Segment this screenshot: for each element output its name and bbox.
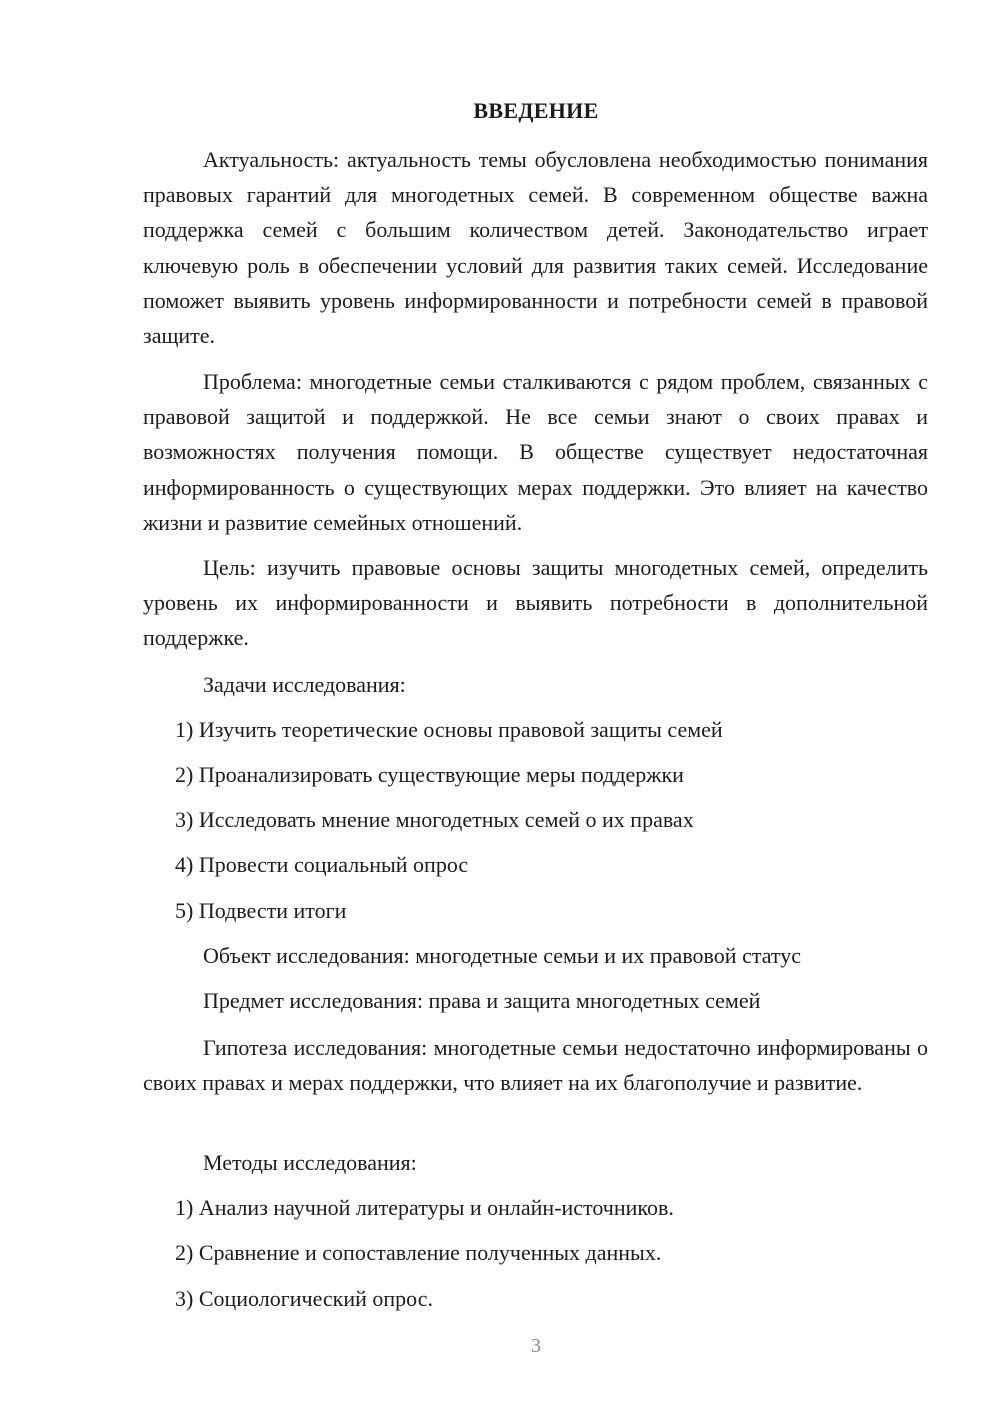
paragraph-goal: Цель: изучить правовые основы защиты многодетных семей, определить уровень их информированности и выявить потребности в дополнительной поддержке. (143, 555, 928, 651)
paragraph-problem: Проблема: многодетные семьи сталкиваются с рядом проблем, связанных с правовой защитой и поддержкой. Не все семьи знают о своих правах и возможностях получения помощи. В обществе существует недостаточная информированность о существующих мерах поддержки. Это влияет на качество жизни и развитие семейных отношений. (143, 369, 928, 535)
list-item-task: 3) Исследовать мнение многодетных семей о их правах (175, 807, 694, 832)
list-item-task: 4) Провести социальный опрос (175, 852, 469, 877)
tasks-heading: Задачи исследования: (203, 672, 406, 697)
list-item-task: 5) Подвести итоги (175, 898, 347, 923)
research-subject: Предмет исследования: права и защита многодетных семей (203, 988, 761, 1013)
list-item-task: 1) Изучить теоретические основы правовой защиты семей (175, 717, 723, 742)
research-object: Объект исследования: многодетные семьи и их правовой статус (203, 943, 801, 968)
list-item-method: 1) Анализ научной литературы и онлайн-источников. (175, 1195, 674, 1220)
list-item-task: 2) Проанализировать существующие меры поддержки (175, 762, 684, 787)
methods-heading: Методы исследования: (203, 1150, 417, 1175)
section-title: ВВЕДЕНИЕ (473, 98, 599, 123)
list-item-method: 3) Социологический опрос. (175, 1286, 433, 1311)
page-number: 3 (531, 1335, 541, 1357)
list-item-method: 2) Сравнение и сопоставление полученных данных. (175, 1240, 662, 1265)
paragraph-hypothesis: Гипотеза исследования: многодетные семьи недостаточно информированы о своих правах и мерах поддержки, что влияет на их благополучие и развитие. (143, 1035, 928, 1096)
paragraph-relevance: Актуальность: актуальность темы обусловлена необходимостью понимания правовых гарантий для многодетных семей. В современном обществе важна поддержка семей с большим количеством детей. Законодательство играет ключевую роль в обеспечении условий для развития таких семей. Исследование поможет выявить уровень информированности и потребности семей в правовой защите. (143, 147, 928, 349)
